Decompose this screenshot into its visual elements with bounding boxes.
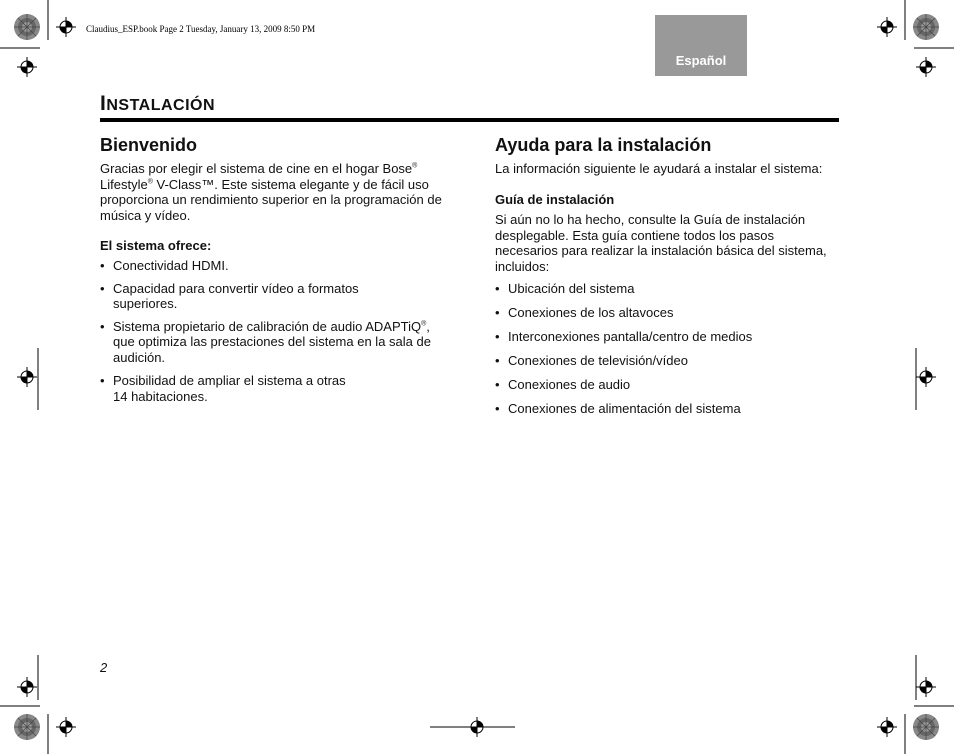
registration-mark <box>17 57 37 77</box>
section-title-initial: I <box>100 92 107 115</box>
list-item: • Conexiones de audio <box>495 377 840 393</box>
file-info-header: Claudius_ESP.book Page 2 Tuesday, January 13, 2009 8:50 PM <box>86 24 316 34</box>
list-item: • Conexiones de los altavoces <box>495 305 840 321</box>
system-offers-subheading: El sistema ofrece: <box>100 238 212 253</box>
installation-steps-list <box>495 281 840 417</box>
registration-mark <box>877 717 897 737</box>
title-rule <box>100 118 839 122</box>
corner-star-mark <box>913 14 939 40</box>
list-item: • Conexiones de televisión/vídeo <box>495 353 840 369</box>
registration-mark <box>56 717 76 737</box>
language-tab <box>655 15 747 76</box>
registration-mark <box>916 677 936 697</box>
list-item: • Interconexiones pantalla/centro de medios <box>495 329 840 345</box>
registration-mark <box>56 17 76 37</box>
registration-mark <box>877 17 897 37</box>
corner-star-mark <box>14 714 40 740</box>
system-features-list <box>100 258 450 404</box>
corner-star-mark <box>913 714 939 740</box>
registration-mark <box>916 367 936 387</box>
installation-guide-subheading: Guía de instalación <box>495 192 615 207</box>
registration-mark <box>17 367 37 387</box>
registration-mark <box>916 57 936 77</box>
list-item: • Posibilidad de ampliar el sistema a otras 14 habitaciones. <box>100 373 450 404</box>
list-item: • Capacidad para convertir vídeo a formatos superiores. <box>100 281 393 312</box>
installation-intro: La información siguiente le ayudará a instalar el sistema: <box>495 161 823 176</box>
installation-help-heading: Ayuda para la instalación <box>495 135 712 155</box>
list-item: • Ubicación del sistema <box>495 281 840 297</box>
list-item: • Conectividad HDMI. <box>100 258 450 274</box>
welcome-heading: Bienvenido <box>100 135 198 155</box>
section-title <box>100 92 215 116</box>
corner-star-mark <box>14 14 40 40</box>
registration-mark <box>17 677 37 697</box>
list-item: • Sistema propietario de calibración de audio ADAPTiQ®, que optimiza las prestaciones del sistema en la sala de audición. <box>100 319 450 366</box>
registration-mark <box>467 717 487 737</box>
language-tab-label: Español <box>675 53 727 68</box>
section-title-rest: NSTALACIÓN <box>106 97 216 114</box>
list-item: • Conexiones de alimentación del sistema <box>495 401 840 417</box>
page-number: 2 <box>100 660 108 675</box>
installation-guide-paragraph: Si aún no lo ha hecho, consulte la Guía de instalación desplegable. Esta guía contiene todos los pasos necesarios para realizar la instalación básica del sistema, incluidos: <box>495 212 827 274</box>
welcome-paragraph: Gracias por elegir el sistema de cine en el hogar Bose® Lifestyle® V-Class™. Este sistema elegante y de fácil uso proporciona un rendimiento superior en la programación de música y vídeo. <box>100 161 442 223</box>
